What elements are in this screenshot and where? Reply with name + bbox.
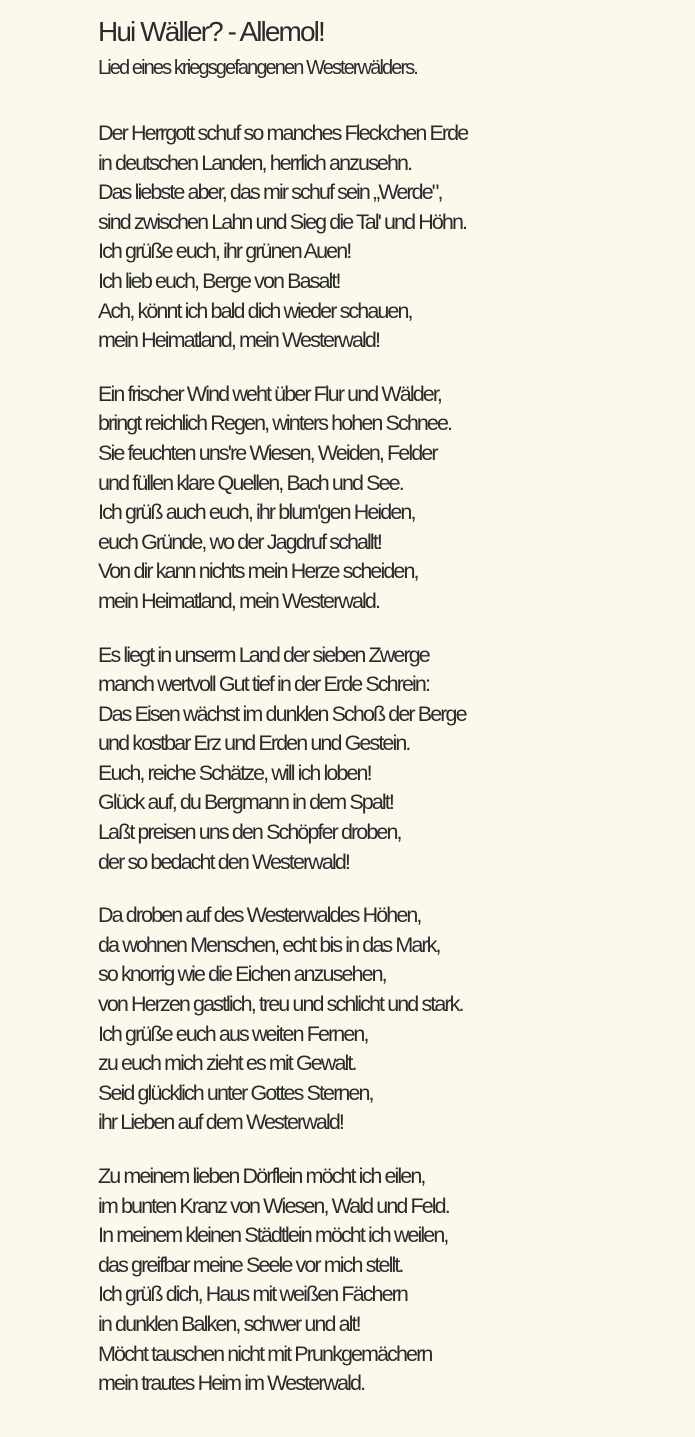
poem-line: Seid glücklich unter Gottes Sternen, (98, 1080, 373, 1105)
poem-line: mein Heimatland, mein Westerwald. (98, 588, 380, 613)
stanza-5 (98, 1162, 695, 1399)
poem-line: Ich grüße euch aus weiten Fernen, (98, 1021, 368, 1046)
poem-line: manch wertvoll Gut tief in der Erde Schrein: (98, 672, 430, 697)
poem-line: Ich grüß auch euch, ihr blum'gen Heiden, (98, 500, 415, 525)
poem-line: euch Gründe, wo der Jagdruf schallt! (98, 529, 381, 554)
stanza-4 (98, 901, 695, 1138)
poem-title: Hui Wäller? - Allemol! (98, 16, 324, 47)
poem-line: ihr Lieben auf dem Westerwald! (98, 1110, 343, 1135)
poem-line: Von dir kann nichts mein Herze scheiden, (98, 559, 418, 584)
poem-line: zu euch mich zieht es mit Gewalt. (98, 1051, 356, 1076)
poem-line: und füllen klare Quellen, Bach und See. (98, 470, 403, 495)
poem-line: bringt reichlich Regen, winters hohen Schnee. (98, 411, 452, 436)
poem-line: Ich grüße euch, ihr grünen Auen! (98, 239, 351, 264)
poem-line: in dunklen Balken, schwer und alt! (98, 1311, 360, 1336)
poem-line: Ach, könnt ich bald dich wieder schauen, (98, 298, 412, 323)
poem-line: Möcht tauschen nicht mit Prunkgemächern (98, 1341, 432, 1366)
poem-subtitle: Lied eines kriegsgefangenen Westerwälders. (98, 57, 417, 79)
poem-line: In meinem kleinen Städtlein möcht ich weilen, (98, 1223, 448, 1248)
poem-line: von Herzen gastlich, treu und schlicht und stark. (98, 992, 463, 1017)
poem-line: Sie feuchten uns're Wiesen, Weiden, Felder (98, 440, 437, 465)
poem-line: Es liegt in unserm Land der sieben Zwerge (98, 642, 429, 667)
poem-line: Der Herrgott schuf so manches Fleckchen Erde (98, 121, 468, 145)
poem-line: Glück auf, du Bergmann in dem Spalt! (98, 790, 393, 815)
poem-line: Zu meinem lieben Dörflein möcht ich eilen, (98, 1164, 425, 1188)
poem-line: Das Eisen wächst im dunklen Schoß der Berge (98, 701, 466, 726)
poem-line: da wohnen Menschen, echt bis in das Mark, (98, 932, 440, 957)
poem-line: Das liebste aber, das mir schuf sein „Werde", (98, 180, 442, 205)
stanza-2 (98, 380, 695, 617)
poem-line: im bunten Kranz von Wiesen, Wald und Feld. (98, 1193, 449, 1218)
poem-line: Euch, reiche Schätze, will ich loben! (98, 760, 371, 785)
poem-line: in deutschen Landen, herrlich anzusehn. (98, 150, 412, 175)
poem-line: und kostbar Erz und Erden und Gestein. (98, 731, 410, 756)
poem-line: Da droben auf des Westerwaldes Höhen, (98, 903, 421, 928)
poem-line: Laßt preisen uns den Schöpfer droben, (98, 820, 401, 845)
poem-line: sind zwischen Lahn und Sieg die Tal' und Höhn. (98, 209, 467, 234)
poem-body (98, 119, 695, 1399)
stanza-3 (98, 641, 695, 878)
poem-line: Ich lieb euch, Berge von Basalt! (98, 268, 340, 293)
poem-line: Ich grüß dich, Haus mit weißen Fächern (98, 1282, 407, 1307)
poem-line: der so bedacht den Westerwald! (98, 849, 349, 874)
poem-line: mein Heimatland, mein Westerwald! (98, 328, 380, 353)
poem-line: so knorrig wie die Eichen anzusehen, (98, 962, 386, 987)
poem-line: das greifbar meine Seele vor mich stellt. (98, 1252, 403, 1277)
poem-line: Ein frischer Wind weht über Flur und Wälder, (98, 381, 441, 406)
stanza-1 (98, 119, 695, 356)
poem-line: mein trautes Heim im Westerwald. (98, 1371, 365, 1396)
